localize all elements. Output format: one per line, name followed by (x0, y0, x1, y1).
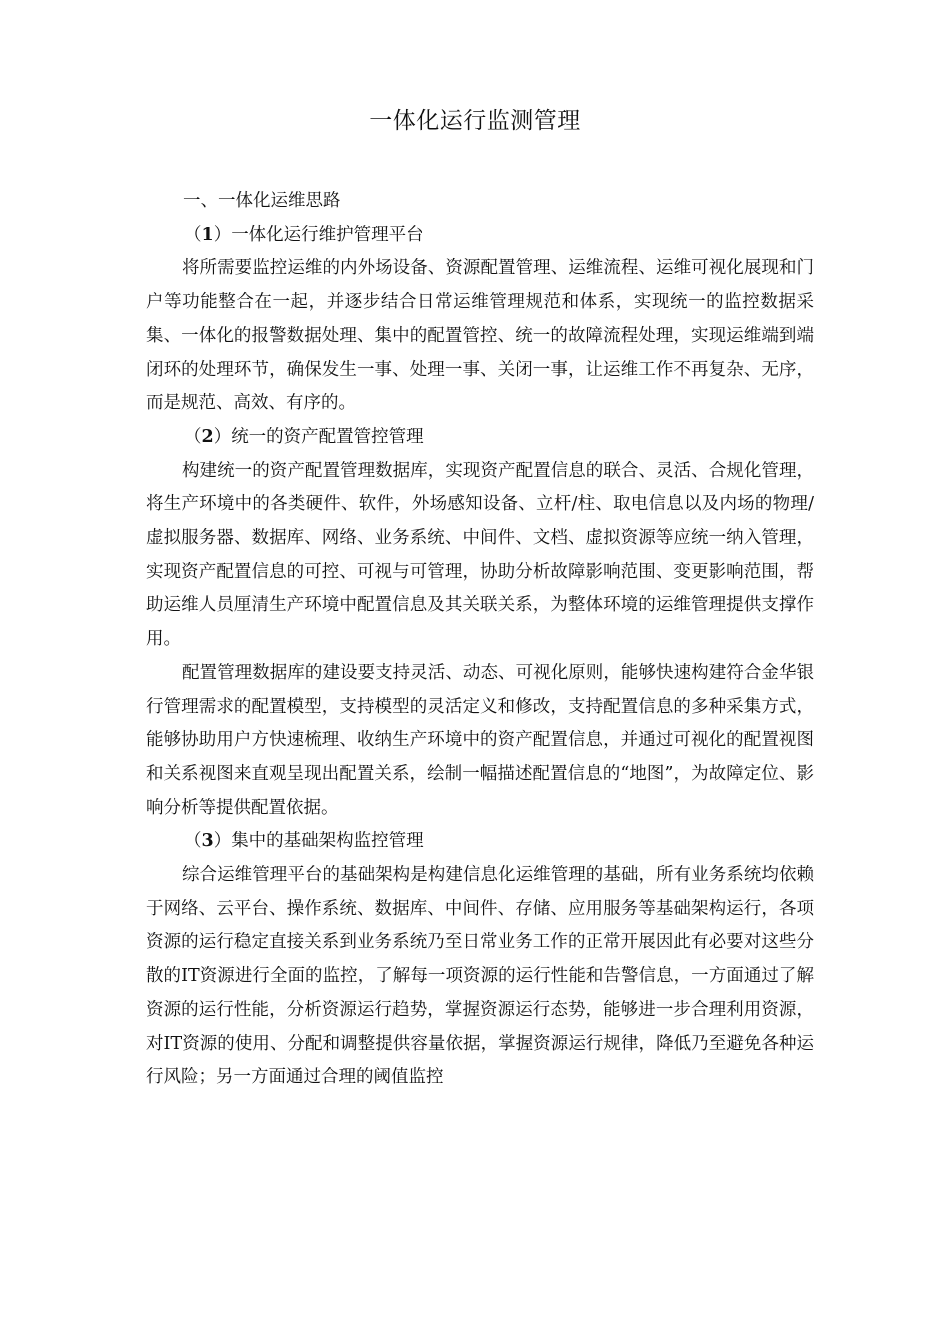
paragraph: 配置管理数据库的建设要支持灵活、动态、可视化原则，能够快速构建符合金华银行管理需求的配置模型，支持模型的灵活定义和修改，支持配置信息的多种采集方式，能够协助用户方快速梳理、收纳生产环境中的资产配置信息，并通过可视化的配置视图和关系视图来直观呈现出配置关系，绘制一幅描述配置信息的“地图”，为故障定位、影响分析等提供配置依据。 (146, 662, 814, 818)
section-heading: 一、一体化运维思路 (183, 191, 341, 211)
document-body (146, 185, 814, 1095)
paragraph: 构建统一的资产配置管理数据库，实现资产配置信息的联合、灵活、合规化管理，将生产环境中的各类硬件、软件，外场感知设备、立杆/柱、取电信息以及内场的物理/虚拟服务器、数据库、网络、业务系统、中间件、文档、虚拟资源等应统一纳入管理，实现资产配置信息的可控、可视与可管理，协助分析故障影响范围、变更影响范围，帮助运维人员厘清生产环境中配置信息及其关联关系，为整体环境的运维管理提供支撑作用。 (146, 460, 814, 650)
subsection-heading-1: （1）一体化运行维护管理平台 (184, 224, 424, 245)
subsection-heading-2: （2）统一的资产配置管控管理 (184, 426, 424, 447)
subsection-number: 2 (201, 426, 214, 447)
subsection-number: 3 (201, 831, 214, 852)
paragraph: 将所需要监控运维的内外场设备、资源配置管理、运维流程、运维可视化展现和门户等功能整合在一起，并逐步结合日常运维管理规范和体系，实现统一的监控数据采集、一体化的报警数据处理、集中的配置管控、统一的故障流程处理，实现运维端到端闭环的处理环节，确保发生一事、处理一事、关闭一事，让运维工作不再复杂、无序，而是规范、高效、有序的。 (146, 258, 814, 414)
paragraph: 综合运维管理平台的基础架构是构建信息化运维管理的基础，所有业务系统均依赖于网络、云平台、操作系统、数据库、中间件、存储、应用服务等基础架构运行，各项资源的运行稳定直接关系到业务系统乃至日常业务工作的正常开展因此有必要对这些分散的IT资源进行全面的监控，了解每一项资源的运行性能和告警信息，一方面通过了解资源的运行性能，分析资源运行趋势，掌握资源运行态势，能够进一步合理利用资源，对IT资源的使用、分配和调整提供容量依据，掌握资源运行规律，降低乃至避免各种运行风险；另一方面通过合理的阈值监控 (146, 865, 814, 1088)
subsection-heading-3: （3）集中的基础架构监控管理 (184, 831, 424, 852)
subsection-title: 集中的基础架构监控管理 (231, 831, 424, 852)
subsection-number: 1 (201, 224, 214, 245)
document-title: 一体化运行监测管理 (369, 108, 581, 134)
subsection-title: 一体化运行维护管理平台 (231, 224, 424, 245)
subsection-title: 统一的资产配置管控管理 (231, 426, 424, 447)
